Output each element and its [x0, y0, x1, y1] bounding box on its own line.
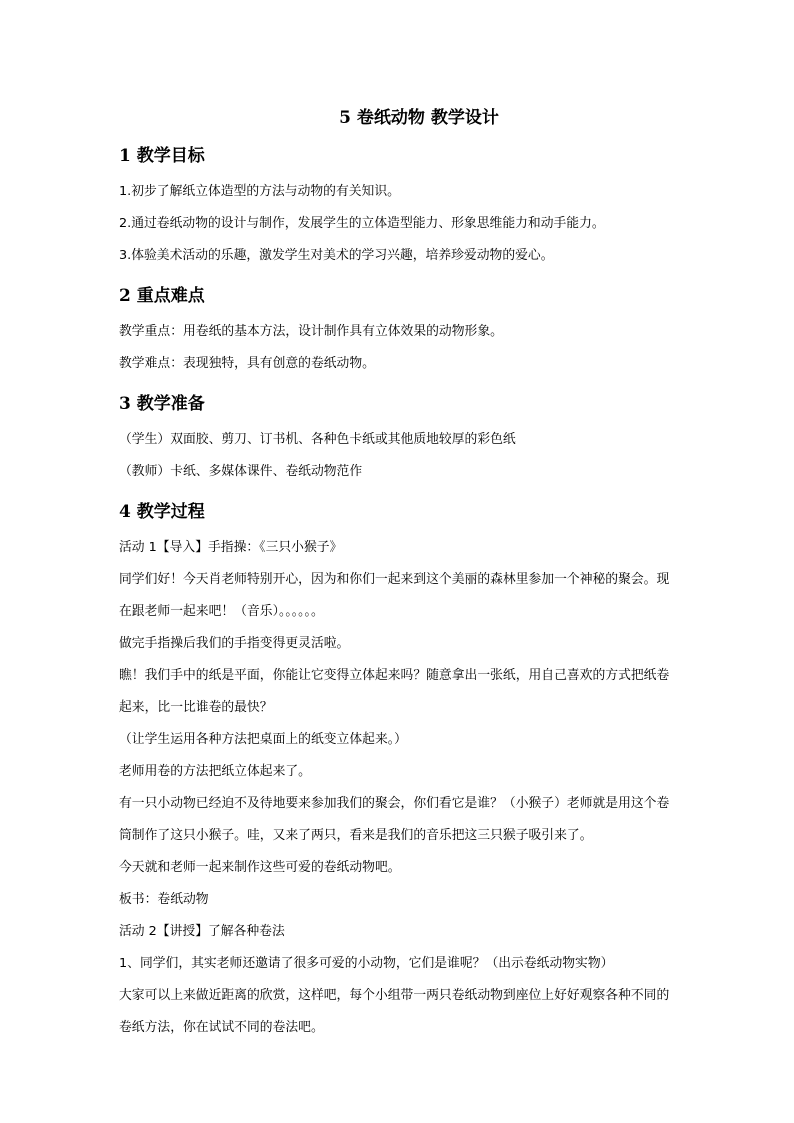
paragraph: 老师用卷的方法把纸立体起来了。	[119, 764, 311, 779]
section-preparation	[119, 392, 679, 488]
paragraph: 教学难点：表现独特，具有创意的卷纸动物。	[119, 356, 375, 371]
section-heading: 4 教学过程	[119, 502, 205, 522]
paragraph: 活动 2【讲授】了解各种卷法	[119, 924, 285, 939]
paragraph: 有一只小动物已经迫不及待地要来参加我们的聚会，你们看它是谁？（小猴子）老师就是用这个卷筒制作了这只小猴子。哇，又来了两只，看来是我们的音乐把这三只猴子吸引来了。	[119, 796, 670, 843]
paragraph: 大家可以上来做近距离的欣赏，这样吧，每个小组带一两只卷纸动物到座位上好好观察各种不同的卷纸方法，你在试试不同的卷法吧。	[119, 988, 670, 1035]
paragraph: 1、同学们，其实老师还邀请了很多可爱的小动物，它们是谁呢？（出示卷纸动物实物）	[119, 956, 614, 971]
paragraph: 2.通过卷纸动物的设计与制作，发展学生的立体造型能力、形象思维能力和动手能力。	[119, 216, 605, 231]
document-title: 5 卷纸动物 教学设计	[339, 108, 499, 128]
paragraph: （教师）卡纸、多媒体课件、卷纸动物范作	[119, 464, 363, 479]
document-page	[119, 100, 679, 1044]
paragraph: 活动 1【导入】手指操：《三只小猴子》	[119, 540, 343, 555]
section-heading: 2 重点难点	[119, 286, 205, 306]
section-heading: 3 教学准备	[119, 394, 205, 414]
section-goals	[119, 144, 679, 272]
paragraph: 瞧！我们手中的纸是平面，你能让它变得立体起来吗？随意拿出一张纸，用自己喜欢的方式把纸卷起来，比一比谁卷的最快？	[119, 668, 670, 715]
paragraph: 今天就和老师一起来制作这些可爱的卷纸动物吧。	[119, 860, 401, 875]
paragraph: 做完手指操后我们的手指变得更灵活啦。	[119, 636, 350, 651]
section-process	[119, 500, 679, 1044]
section-key-points	[119, 284, 679, 380]
section-heading: 1 教学目标	[119, 146, 205, 166]
paragraph: 教学重点：用卷纸的基本方法，设计制作具有立体效果的动物形象。	[119, 324, 503, 339]
paragraph: （学生）双面胶、剪刀、订书机、各种色卡纸或其他质地较厚的彩色纸	[119, 432, 516, 447]
paragraph: 1.初步了解纸立体造型的方法与动物的有关知识。	[119, 184, 400, 199]
paragraph: 板书：卷纸动物	[119, 892, 209, 907]
paragraph: 同学们好！今天肖老师特别开心，因为和你们一起来到这个美丽的森林里参加一个神秘的聚会。现在跟老师一起来吧！（音乐）。。。。。。	[119, 572, 670, 619]
paragraph: （让学生运用各种方法把桌面上的纸变立体起来。）	[119, 732, 407, 747]
paragraph: 3.体验美术活动的乐趣，激发学生对美术的学习兴趣，培养珍爱动物的爱心。	[119, 248, 554, 263]
